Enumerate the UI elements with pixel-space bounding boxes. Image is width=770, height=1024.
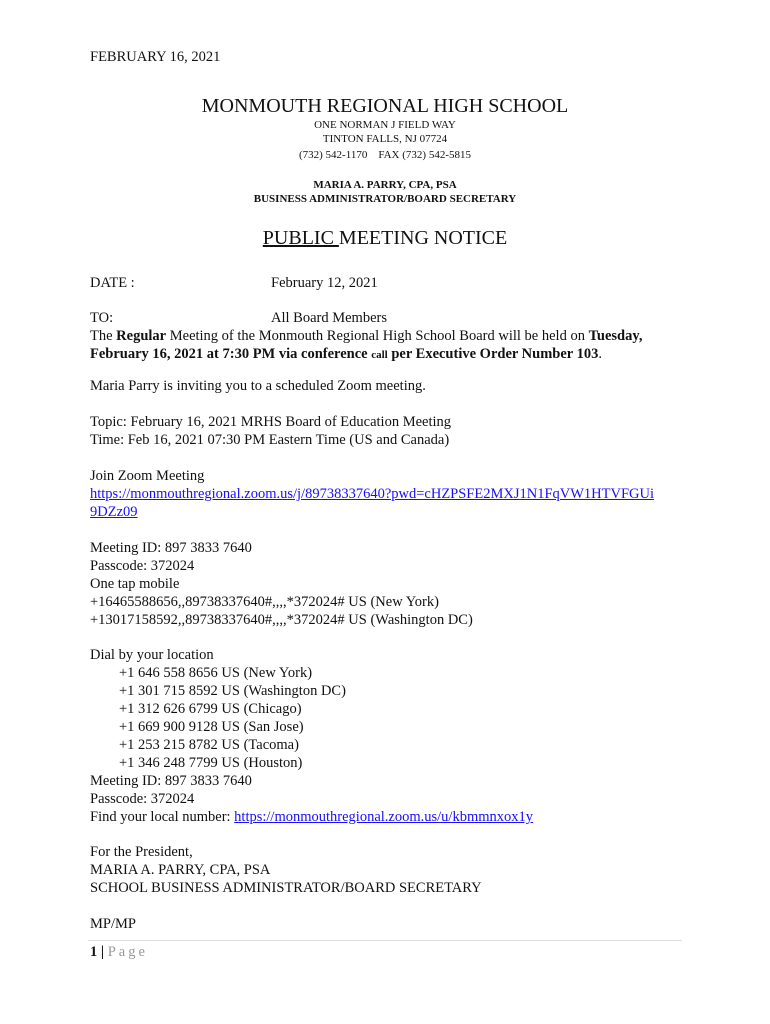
date-label: DATE : [90,275,135,291]
notice-title-rest: MEETING NOTICE [338,227,508,249]
signature-title: SCHOOL BUSINESS ADMINISTRATOR/BOARD SECRETARY [90,880,482,896]
closing: For the President, [90,844,193,860]
page-footer [90,943,148,961]
passcode: Passcode: 372024 [90,558,195,574]
dial-number: +1 346 248 7799 US (Houston) [119,755,303,771]
header-date: FEBRUARY 16, 2021 [90,49,221,65]
time: Time: Feb 16, 2021 07:30 PM Eastern Time (US and Canada) [90,432,450,448]
meeting-datetime: February 16, 2021 at 7:30 PM via conference [90,346,372,362]
dial-number: +1 301 715 8592 US (Washington DC) [119,683,346,699]
tap-number-ny: +16465588656,,89738337640#,,,,*372024# US (New York) [90,594,439,610]
text: call [371,349,388,361]
one-tap-label: One tap mobile [90,576,180,592]
dial-number: +1 312 626 6799 US (Chicago) [119,701,302,717]
text: Meeting of the Monmouth Regional High School Board will be held on [166,328,589,344]
meeting-id-2: Meeting ID: 897 3833 7640 [90,773,252,789]
official-title: BUSINESS ADMINISTRATOR/BOARD SECRETARY [253,193,517,205]
meeting-id: Meeting ID: 897 3833 7640 [90,540,252,556]
period: . [598,346,602,362]
find-label: Find your local number: [90,809,235,825]
join-link[interactable]: https://monmouthregional.zoom.us/j/89738337640?pwd=cHZPSFE2MXJ1N1FqVW1HTVFGUi [90,486,655,502]
notice-title-underlined: PUBLIC [262,227,339,249]
to-value: All Board Members [271,310,387,326]
join-label: Join Zoom Meeting [90,468,205,484]
dial-number: +1 646 558 8656 US (New York) [119,665,313,681]
executive-order: per Executive Order Number 103 [387,346,599,362]
join-link-cont[interactable]: 9DZz09 [90,504,138,520]
separator: | [100,944,105,960]
dial-number: +1 669 900 9128 US (San Jose) [119,719,304,735]
date-value: February 12, 2021 [271,275,378,291]
official-name: MARIA A. PARRY, CPA, PSA [313,179,457,191]
notice-title [0,226,770,250]
meeting-day: Tuesday, [588,328,643,344]
address-line-1: ONE NORMAN J FIELD WAY [314,119,456,131]
footer-rule [88,940,682,941]
text: The [90,328,117,344]
passcode-2: Passcode: 372024 [90,791,195,807]
initials: MP/MP [90,916,136,932]
phone-fax: (732) 542-1170 FAX (732) 542-5815 [298,149,471,161]
signature-name: MARIA A. PARRY, CPA, PSA [90,862,271,878]
body-line-2 [90,345,602,364]
page-word: Page [107,944,148,960]
meeting-type: Regular [116,328,167,344]
to-label: TO: [90,310,114,326]
topic: Topic: February 16, 2021 MRHS Board of Education Meeting [90,414,452,430]
dial-label: Dial by your location [90,647,214,663]
dial-number: +1 253 215 8782 US (Tacoma) [119,737,299,753]
school-name: MONMOUTH REGIONAL HIGH SCHOOL [201,95,569,117]
find-local-number-link[interactable]: https://monmouthregional.zoom.us/u/kbmmnxox1y [234,809,534,825]
address-line-2: TINTON FALLS, NJ 07724 [322,133,448,145]
page-number: 1 [90,944,98,960]
tap-number-dc: +13017158592,,89738337640#,,,,*372024# US (Washington DC) [90,612,473,628]
invite-text: Maria Parry is inviting you to a scheduled Zoom meeting. [90,378,426,394]
body-line-1 [90,327,642,345]
